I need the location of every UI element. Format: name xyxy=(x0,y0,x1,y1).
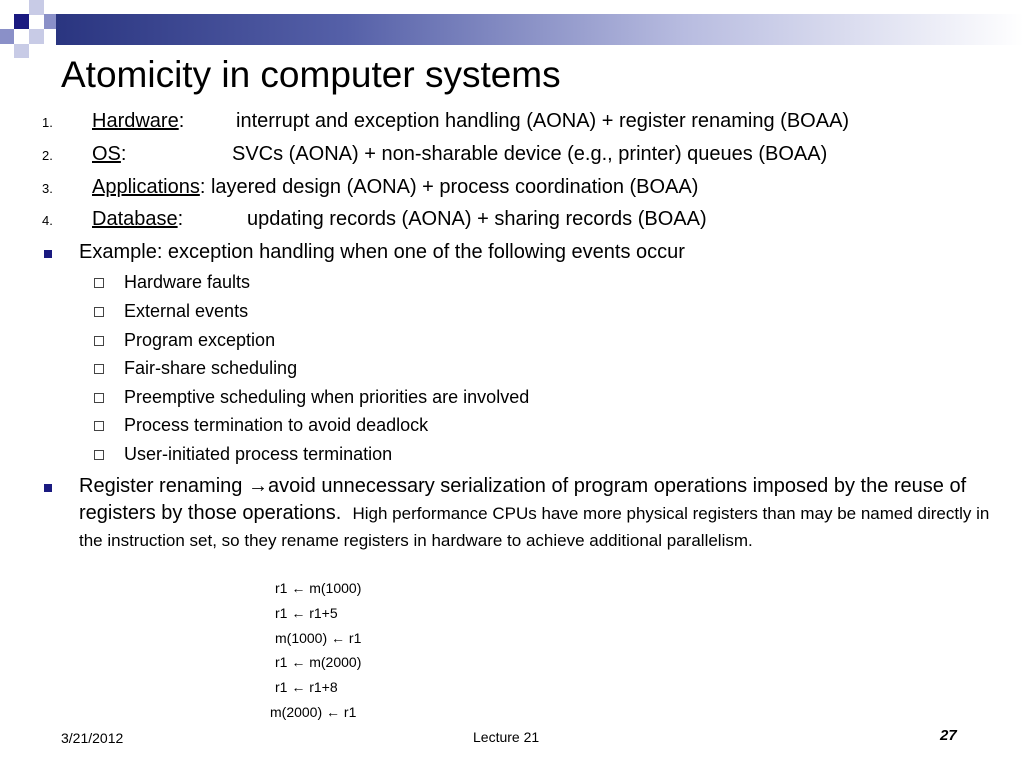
term-applications: Applications xyxy=(92,176,200,198)
code-line: r1 ← m(1000) xyxy=(275,580,362,596)
item-description: : layered design (AONA) + process coordination (BOAA) xyxy=(199,176,699,198)
footer-date: 3/21/2012 xyxy=(61,730,124,746)
checkbox-bullet-icon xyxy=(94,393,104,403)
register-renaming-paragraph: Register renaming →avoid unnecessary serialization of program operations imposed by the reuse of registers by those operations. High performance CPUs have more physical registers than may be named directly in the instruction set, so they rename registers in hardware to achieve additional parallelism. xyxy=(79,475,990,550)
item-description: interrupt and exception handling (AONA) + register renaming (BOAA) xyxy=(236,110,850,132)
item-description: updating records (AONA) + sharing records (BOAA) xyxy=(247,208,707,230)
code-line: m(1000) ← r1 xyxy=(275,630,362,646)
checkbox-bullet-icon xyxy=(94,421,104,431)
header-gradient-bar xyxy=(56,14,1024,45)
checkbox-bullet-icon xyxy=(94,450,104,460)
term-hardware: Hardware xyxy=(92,110,179,132)
footer-lecture: Lecture 21 xyxy=(473,729,540,745)
checkbox-bullet-icon xyxy=(94,307,104,317)
code-line: r1 ← m(2000) xyxy=(275,654,362,670)
register-detail-text: High performance CPUs have more physical registers than may be named directly in the instruction set, so they rename registers in hardware to achieve additional parallelism. xyxy=(79,504,990,550)
checkbox-bullet-icon xyxy=(94,336,104,346)
slide-title: Atomicity in computer systems xyxy=(61,54,561,95)
code-line: r1 ← r1+5 xyxy=(275,605,338,621)
page-number: 27 xyxy=(940,727,957,744)
square-bullet-icon xyxy=(44,250,52,258)
right-arrow-icon: → xyxy=(247,475,268,497)
list-item: Process termination to avoid deadlock xyxy=(124,415,429,435)
list-item: Hardware faults xyxy=(124,272,251,292)
term-database: Database xyxy=(92,208,178,230)
square-bullet-icon xyxy=(44,484,52,492)
term-os: OS xyxy=(92,143,121,165)
checkbox-bullet-icon xyxy=(94,364,104,374)
code-line: m(2000) ← r1 xyxy=(270,704,357,720)
example-bullet-text: Example: exception handling when one of the following events occur xyxy=(79,241,685,263)
list-item: Preemptive scheduling when priorities are involved xyxy=(124,387,530,407)
list-item: External events xyxy=(124,301,249,321)
list-item: Program exception xyxy=(124,330,276,350)
list-item: Fair-share scheduling xyxy=(124,358,298,378)
list-item: User-initiated process termination xyxy=(124,444,393,464)
checkbox-bullet-icon xyxy=(94,278,104,288)
code-line: r1 ← r1+8 xyxy=(275,679,338,695)
item-description: SVCs (AONA) + non-sharable device (e.g., printer) queues (BOAA) xyxy=(232,143,828,165)
